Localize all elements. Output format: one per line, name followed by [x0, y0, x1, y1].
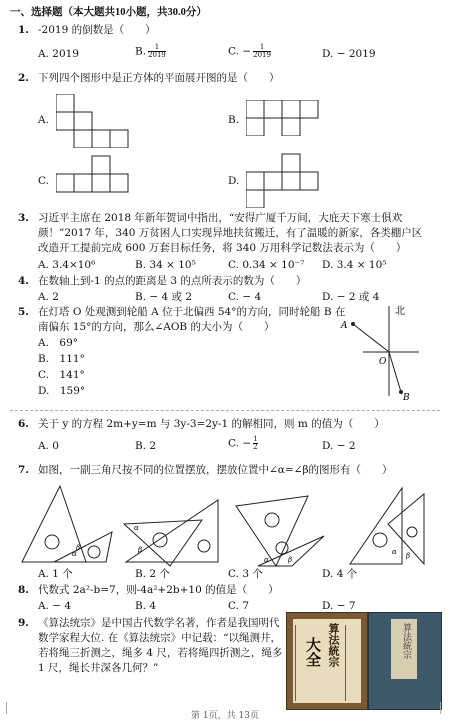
q1-option-a[interactable]: A. 2019	[38, 48, 79, 60]
q2-option-b[interactable]: B.	[228, 114, 240, 126]
book-title-main: 算法統宗	[327, 623, 340, 667]
q7-figure-b	[122, 490, 224, 570]
q5-stem-line1: 在灯塔 O 处观测到轮船 A 位于北偏西 54°的方向，同时轮船 B 在	[38, 306, 346, 318]
q7-option-b[interactable]: B. 2 个	[135, 568, 170, 580]
label-north: 北	[395, 306, 405, 317]
q6-stem: 关于 y 的方程 2m+y=m 与 3y-3=2y-1 的解相同，则 m 的值为（ ）	[38, 418, 385, 430]
q4-option-c[interactable]: C. − 4	[228, 291, 262, 303]
book-cover-title: 算法統宗	[401, 623, 411, 659]
q3-number: 3.	[18, 212, 29, 224]
q7-stem: 如图，一副三角尺按不同的位置摆放，摆放位置中∠α=∠β的图形有（ ）	[38, 464, 393, 476]
label-o: O	[379, 357, 387, 367]
q2-option-c[interactable]: C.	[38, 175, 49, 187]
svg-text:α: α	[134, 524, 139, 532]
q8-option-c[interactable]: C. 7	[228, 600, 250, 612]
q8-option-b[interactable]: B. 4	[135, 600, 157, 612]
svg-text:β: β	[76, 544, 81, 552]
q3-option-a[interactable]: A. 3.4×10⁶	[38, 259, 96, 271]
q3-stem-line1: 习近平主席在 2018 年新年贺词中指出，“安得广厦千万间，大庇天下寒士俱欢	[38, 212, 403, 224]
ray-ob	[389, 352, 401, 392]
q3-stem-line2: 颜！”2017 年，340 万贫困人口实现异地扶贫搬迁，有了温暖的新家，各类棚户区	[38, 227, 423, 239]
q5-option-a[interactable]: A. 69°	[38, 337, 79, 349]
q1-option-c[interactable]: C. − $\frac{1}{2019}$	[228, 43, 271, 59]
q5-stem-line2: 南偏东 15°的方向，那么∠AOB 的大小为（ ）	[38, 321, 275, 333]
label-b: B	[403, 393, 410, 403]
q6-number: 6.	[18, 418, 29, 430]
q4-number: 4.	[18, 275, 29, 287]
label-a: A	[341, 321, 348, 331]
q3-option-d[interactable]: D. 3.4 × 10⁵	[322, 259, 387, 271]
q1-stem: -2019 的倒数是（ ）	[38, 24, 156, 36]
q6-option-a[interactable]: A. 0	[38, 440, 59, 452]
q9-stem-line3: 若将绳三折测之，绳多 4 尺，若将绳四折测之，绳多	[38, 647, 283, 659]
q7-figure-d	[336, 484, 432, 570]
q2-option-d[interactable]: D.	[228, 175, 240, 187]
q4-stem: 在数轴上到-1 的点的距离是 3 的点所表示的数为（ ）	[38, 275, 307, 287]
q6-option-d[interactable]: D. − 2	[322, 440, 356, 452]
q5-number: 5.	[18, 306, 29, 318]
q1-option-d[interactable]: D. − 2019	[322, 48, 376, 60]
svg-text:α: α	[392, 548, 397, 556]
section-title: 一、选择题（本大题共10小题，共30.0分）	[10, 6, 207, 18]
q9-stem-line4: 1 尺，绳长井深各几何？”	[38, 662, 159, 674]
q3-option-c[interactable]: C. 0.34 × 10⁻⁷	[228, 259, 305, 271]
q4-option-a[interactable]: A. 2	[38, 291, 59, 303]
q1-option-b[interactable]: B. $\frac{1}{2019}$	[135, 43, 166, 59]
q9-stem-line2: 数学家程大位. 在《算法统宗》中记载：“以绳测井，	[38, 632, 282, 644]
q4-option-b[interactable]: B. − 4 或 2	[135, 291, 193, 303]
q4-option-d[interactable]: D. − 2 或 4	[322, 291, 380, 303]
page-footer: 第 1页，共 13页	[191, 711, 259, 721]
q3-stem-line3: 改造开工提前完成 600 万套目标任务，将 340 万用科学记数法表示为（ ）	[38, 242, 407, 254]
q1-number: 1.	[18, 24, 29, 36]
q8-stem: 代数式 2a²-b=7，则-4a²+2b+10 的值是（ ）	[38, 584, 279, 596]
q2-number: 2.	[18, 72, 29, 84]
q5-option-d[interactable]: D. 159°	[38, 385, 86, 397]
svg-text:α: α	[72, 550, 77, 558]
svg-text:β: β	[138, 546, 143, 554]
q7-option-c[interactable]: C. 3 个	[228, 568, 263, 580]
svg-text:β: β	[406, 552, 411, 560]
q7-number: 7.	[18, 464, 29, 476]
book-image-right	[368, 612, 442, 710]
q7-figure-a	[14, 482, 118, 568]
q6-option-c[interactable]: C. − $\frac{1}{2}$	[228, 435, 258, 451]
q2-figure-b	[246, 100, 322, 136]
q2-option-a[interactable]: A.	[38, 114, 49, 126]
q3-option-b[interactable]: B. 34 × 10⁵	[135, 259, 196, 271]
q6-option-b[interactable]: B. 2	[135, 440, 157, 452]
point-a	[351, 322, 355, 326]
q8-option-a[interactable]: A. − 4	[38, 600, 72, 612]
q2-figure-c	[56, 154, 136, 202]
svg-text:α: α	[264, 556, 269, 564]
q5-bearing-diagram	[335, 300, 425, 404]
q2-figure-a	[56, 94, 136, 148]
q7-figure-c	[232, 486, 332, 570]
q9-number: 9.	[18, 617, 29, 629]
q9-stem-line1: 《算法统宗》是中国古代数学名著，作者是我国明代	[38, 617, 280, 629]
book-title-large: 大全	[304, 637, 322, 667]
q5-option-b[interactable]: B. 111°	[38, 353, 85, 365]
q5-option-c[interactable]: C. 141°	[38, 369, 85, 381]
ray-oa	[353, 324, 389, 352]
section-divider	[10, 410, 440, 411]
q8-number: 8.	[18, 584, 29, 596]
q7-option-d[interactable]: D. 4 个	[322, 568, 358, 580]
book-image-left	[286, 612, 368, 710]
svg-text:β: β	[288, 556, 293, 564]
q7-option-a[interactable]: A. 1 个	[38, 568, 73, 580]
q8-option-d[interactable]: D. − 7	[322, 600, 356, 612]
q2-figure-d	[246, 152, 326, 208]
q2-stem: 下列四个图形中是正方体的平面展开图的是（ ）	[38, 72, 280, 84]
